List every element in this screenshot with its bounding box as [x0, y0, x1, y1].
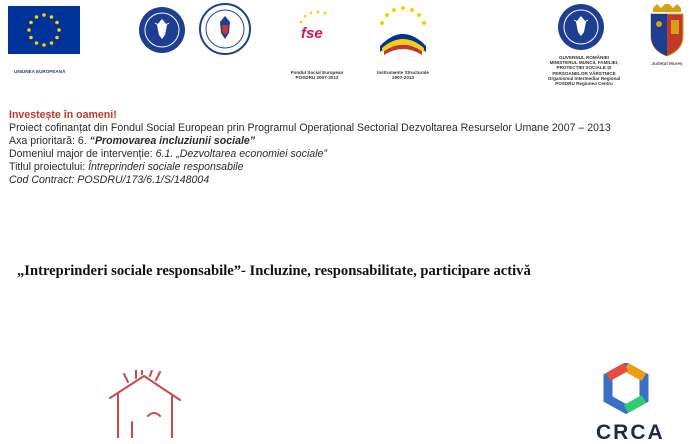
ministry-caption-line6: POSDRU Regiunea Centru — [555, 81, 613, 87]
ministry-caption — [536, 55, 632, 86]
project-contract — [9, 174, 694, 187]
is-caption-line2: 2007-2013 — [392, 75, 414, 81]
ministry-caption-line4: PERSOANELOR VÂRSTNICE — [552, 70, 616, 76]
project-axis — [9, 135, 694, 148]
fse-caption — [280, 70, 354, 80]
project-contract-value: Cod Contract: POSDRU/173/6.1/S/148004 — [9, 174, 210, 186]
ministry-caption-line2: MINISTERUL MUNCII, FAMILIEI, — [549, 60, 619, 66]
fse-caption-line2: POSDRU 2007-2013 — [295, 75, 339, 81]
project-title — [9, 161, 694, 174]
project-info — [9, 109, 694, 187]
crca-logo — [598, 363, 654, 419]
crca-wordmark: CRCA — [596, 421, 665, 444]
ministry-caption-line3: PROTECȚIEI SOCIALE ȘI — [556, 65, 612, 71]
project-motto: Investește în oameni! — [9, 109, 117, 121]
eu-flag-logo — [8, 6, 80, 54]
project-domain-value: 6.1. „Dezvoltarea economiei sociale” — [155, 148, 327, 160]
county-caption: Județul Mureș — [651, 61, 683, 66]
page-headline: „Intreprinderi sociale responsabile”- Incluzine, responsabilitate, participare activă — [17, 263, 531, 279]
project-domain-label: Domeniul major de intervenție: — [9, 148, 156, 160]
fse-caption-line1: Fondul Social European — [290, 70, 344, 75]
project-axis-label: Axa prioritară: 6. — [9, 135, 90, 147]
eu-caption: UNIUNEA EUROPEANĂ — [14, 69, 66, 74]
fse-logo-text: fse — [301, 25, 323, 42]
project-title-value: Întreprinderi sociale responsabile — [88, 161, 244, 173]
ministry-caption-line1: GUVERNUL ROMÂNIEI — [559, 55, 609, 60]
house-logo — [92, 370, 202, 438]
guvernul-romaniei-seal-2 — [556, 2, 606, 52]
is-caption-line1: Instrumente Structurale — [377, 70, 429, 75]
ministry-caption-line5: Organismul Intermediar Regional — [547, 75, 621, 81]
ministry-seal — [198, 2, 252, 56]
judetul-mures-coat-of-arms — [647, 2, 687, 58]
project-title-label: Titlul proiectului: — [9, 161, 89, 173]
guvernul-romaniei-seal — [137, 5, 187, 55]
project-domain — [9, 148, 694, 161]
instrumente-caption — [365, 70, 441, 80]
project-cofinancing: Proiect cofinanțat din Fondul Social European prin Programul Operațional Sectorial Dezvoltarea Resurselor Umane 2007 – 2013 — [9, 122, 611, 134]
instrumente-structurale-logo — [372, 2, 434, 64]
project-axis-value: “Promovarea incluziunii sociale” — [89, 135, 256, 147]
fse-logo — [295, 8, 339, 52]
